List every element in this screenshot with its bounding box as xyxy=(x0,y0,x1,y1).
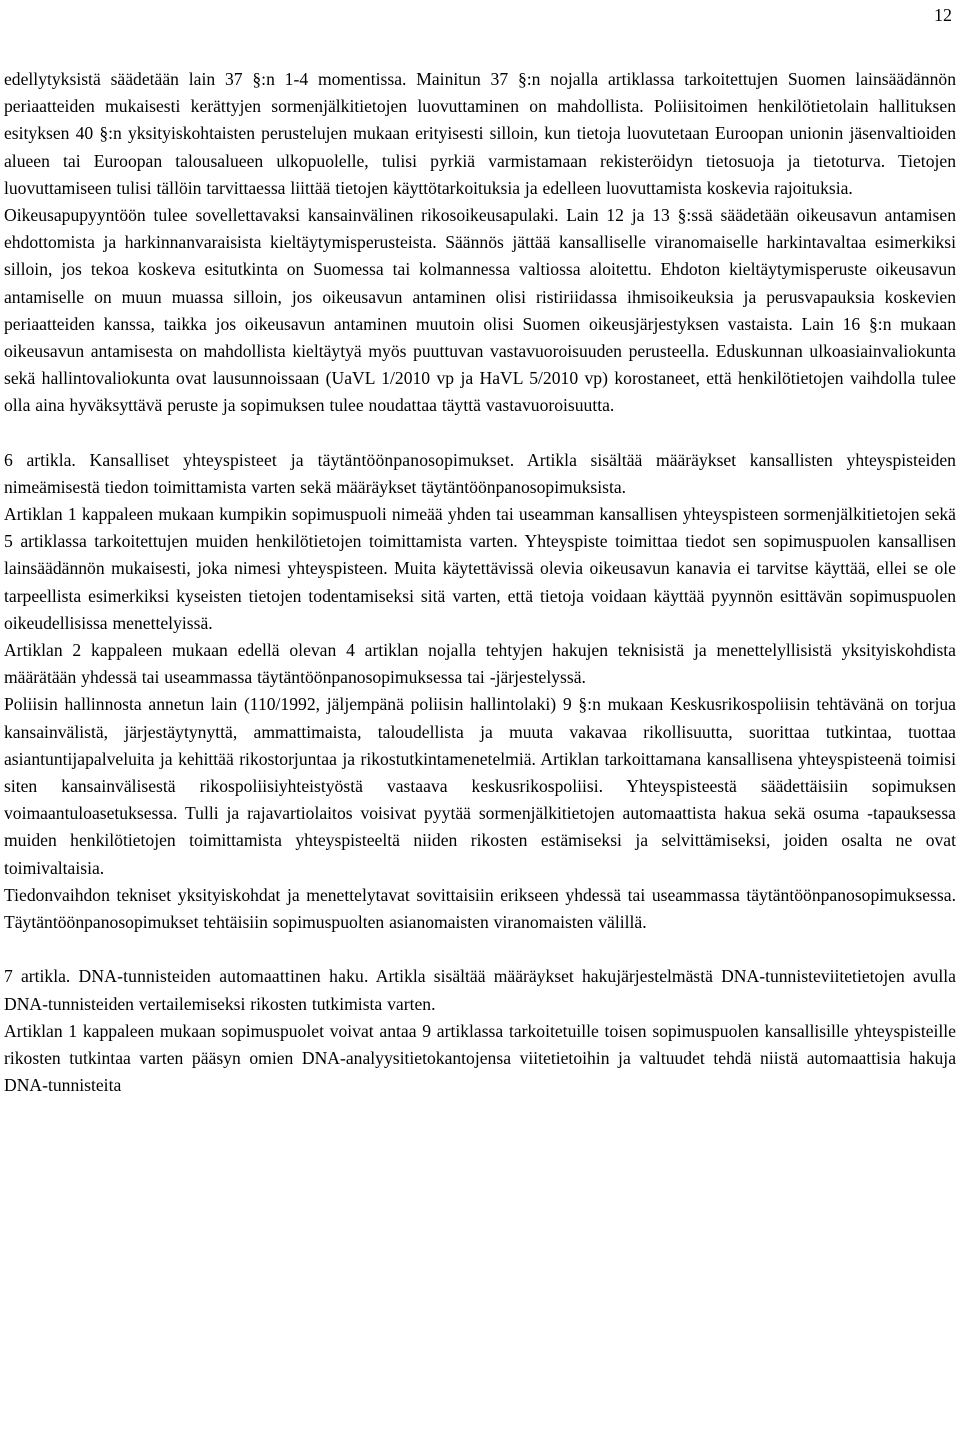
article-7-number: 7 artikla. xyxy=(4,966,71,987)
body-paragraph: Artiklan 1 kappaleen mukaan sopimuspuolet voivat antaa 9 artiklassa tarkoitetuille toisen sopimuspuolen kansallisille yhteyspisteille rikosten tutkintaa varten pääsyn omien DNA-analyysitietokantojensa viitetietoihin ja valtuudet tehdä niistä automaattisia hakuja DNA-tunnisteita xyxy=(4,1020,956,1096)
article-7-intro xyxy=(4,963,956,1017)
article-6-number: 6 artikla. xyxy=(4,449,76,470)
body-paragraph: edellytyksistä säädetään lain 37 §:n 1-4 momentissa. Mainitun 37 §:n nojalla artiklassa tarkoitettujen Suomen lainsäädännön periaatteiden mukaisesti kerättyjen sormenjälkitietojen luovuttaminen on mahdollista. Poliisitoimen henkilötietolain hallituksen esityksen 40 §:n yksityiskohtaisten perustelujen mukaan erityisesti silloin, kun tietoja luovutetaan Euroopan unionin jäsenvaltioiden alueen tai Euroopan talousalueen ulkopuolelle, tulisi pyrkiä varmistamaan rekisteröidyn tietosuoja ja tietoturva. Tietojen luovuttamiseen tulisi tällöin tarvittaessa liittää tietojen käyttötarkoituksia ja edelleen luovuttamista koskevia rajoituksia. xyxy=(4,69,956,198)
page-number: 12 xyxy=(934,5,952,25)
document-body xyxy=(4,66,956,1099)
body-paragraph: Tiedonvaihdon tekniset yksityiskohdat ja menettelytavat sovittaisiin erikseen yhdessä tai useammassa täytäntöönpanosopimuksessa. Täytäntöönpanosopimukset tehtäisiin sopimuspuolten asianomaisten viranomaisten välillä. xyxy=(4,884,956,933)
body-paragraph: Poliisin hallinnosta annetun lain (110/1992, jäljempänä poliisin hallintolaki) 9 §:n mukaan Keskusrikospoliisin tehtävänä on torjua kansainvälistä, järjestäytynyttä, ammattimaista, taloudellista ja muuta vakavaa rikollisuutta, suorittaa tutkintaa, tuottaa asiantuntijapalveluita ja kehittää rikostorjuntaa ja rikostutkintamenetelmiä. Artiklan tarkoittamana kansallisena yhteyspisteenä toimisi siten kansainvälisestä rikospoliisiyhteistyöstä vastaava keskusrikospoliisi. Yhteyspisteestä säädettäisiin sopimuksen voimaantuloasetuksessa. Tulli ja rajavartiolaitos voisivat pyytää sormenjälkitietojen automaattista hakua sekä osuma -tapauksessa muiden henkilötietojen toimittamista yhteyspisteeltä niiden rikosten estämiseksi ja selvittämiseksi, joiden osalta ne ovat toimivaltaisia. xyxy=(4,694,956,878)
body-paragraph: Oikeusapupyyntöön tulee sovellettavaksi kansainvälinen rikosoikeusapulaki. Lain 12 ja 13 §:ssä säädetään oikeusavun antamisen ehdottomista ja harkinnanvaraisista kieltäytymisperusteista. Säännös jättää kansalliselle viranomaiselle harkintavaltaa esimerkiksi silloin, jos tekoa koskeva esitutkinta on Suomessa tai kolmannessa valtiossa aloitettu. Ehdoton kieltäytymisperuste oikeusavun antamiselle on muun muassa silloin, jos oikeusavun antaminen olisi ristiriidassa ihmisoikeuksia ja perusvapauksia koskevien periaatteiden kanssa, taikka jos oikeusavun antaminen muutoin olisi Suomen oikeusjärjestyksen vastaista. Lain 16 §:n mukaan oikeusavun antamisesta on mahdollista kieltäytyä myös puuttuvan vastavuoroisuuden perusteella. Eduskunnan ulkoasiainvaliokunta sekä hallintovaliokunta ovat lausunnoissaan (UaVL 1/2010 vp ja HaVL 5/2010 vp) korostaneet, että henkilötietojen vaihdolla tulee olla aina hyväksyttävä peruste ja sopimuksen tulee noudattaa täyttä vastavuoroisuutta. xyxy=(4,205,956,416)
body-paragraph: Artiklan 2 kappaleen mukaan edellä olevan 4 artiklan nojalla tehtyjen hakujen teknisistä ja menettelyllisistä yksityiskohdista määrätään yhdessä tai useammassa täytäntöönpanosopimuksessa tai -järjestelyssä. xyxy=(4,640,956,688)
article-7-heading: DNA-tunnisteiden automaattinen haku. xyxy=(78,966,369,987)
article-6-intro-text: Artikla sisältää määräykset kansallisten yhteyspisteiden nimeämisestä tiedon toimittamista varten sekä määräykset täytäntöönpanosopimuksista. xyxy=(4,449,956,497)
body-paragraph: Artiklan 1 kappaleen mukaan kumpikin sopimuspuoli nimeää yhden tai useamman kansallisen yhteyspisteen sormenjälkitietojen sekä 5 artiklassa tarkoitettujen muiden henkilötietojen toimittamista varten. Yhteyspiste toimittaa tiedot sen sopimuspuolen kansallisen lainsäädännön mukaisesti, joka nimesi yhteyspisteen. Muita käytettävissä olevia oikeusavun kanavia ei tarvitse käyttää, ellei se ole tarpeellista esimerkiksi kyseisten tietojen todentamiseksi sitä varten, että tietoja voidaan käyttää pyynnön esittävän sopimuspuolen oikeudellisissa menettelyissä. xyxy=(4,504,956,633)
article-6-intro xyxy=(4,447,956,501)
article-7-intro-text: Artikla sisältää määräykset hakujärjestelmästä DNA-tunnisteviitetietojen avulla DNA-tunnisteiden vertailemiseksi rikosten tutkimista varten. xyxy=(4,966,956,1014)
article-6-heading: Kansalliset yhteyspisteet ja täytäntöönpanosopimukset. xyxy=(89,449,515,470)
